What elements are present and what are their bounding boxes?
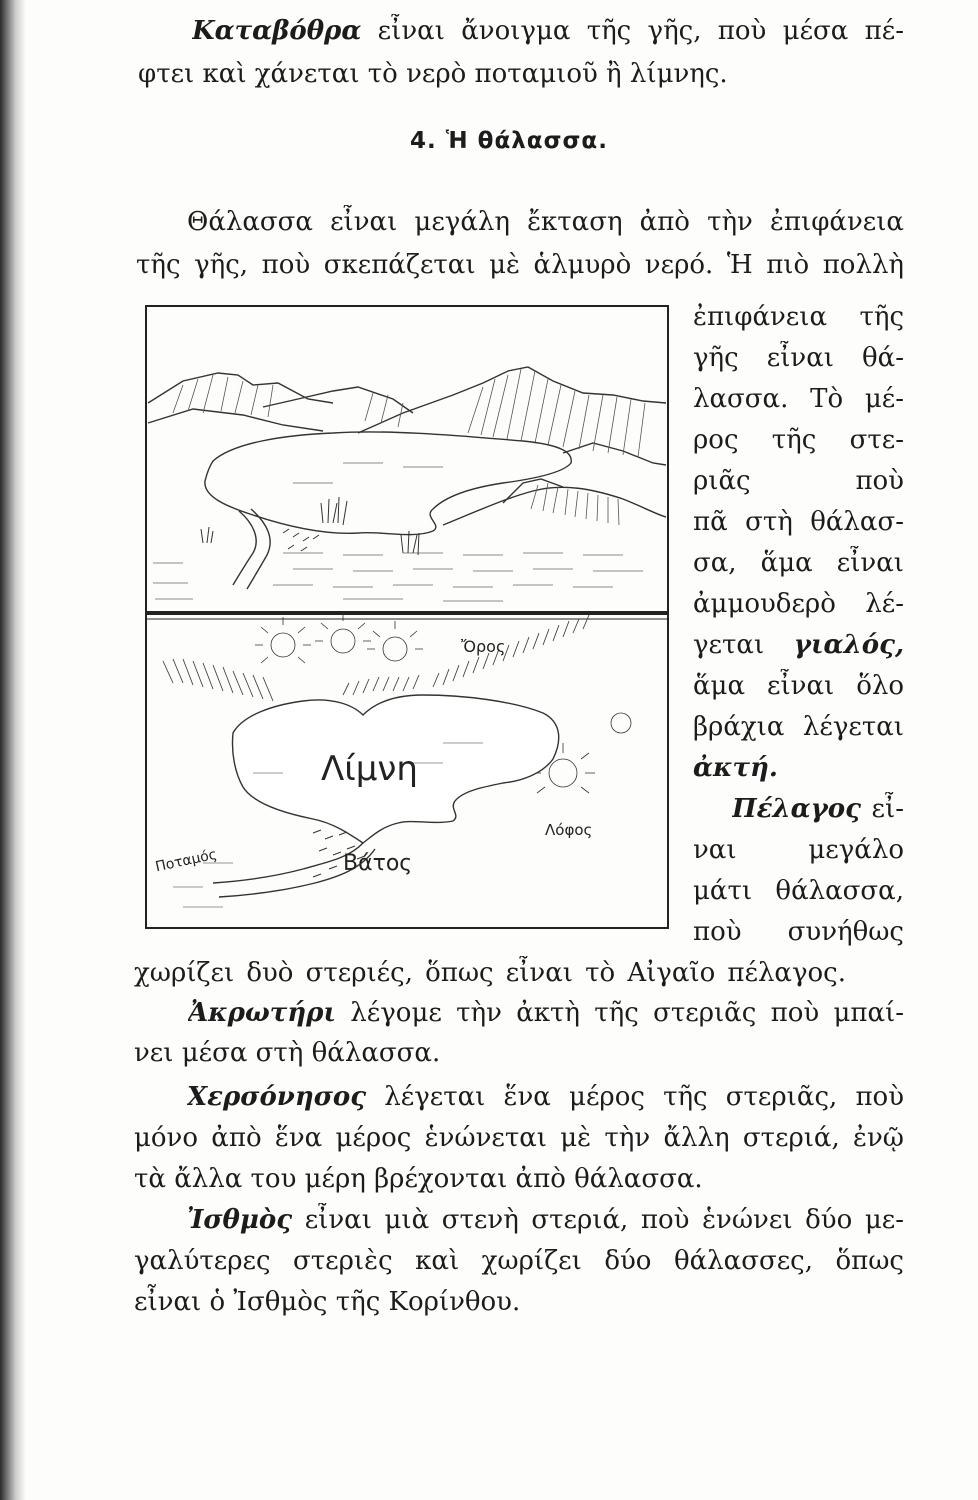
text-span: γεται xyxy=(693,630,765,660)
page-edge-shadow xyxy=(0,0,26,1500)
term-chersonisos: Χερσόνησος xyxy=(187,1082,367,1112)
label-marsh: Βάτος xyxy=(343,851,413,876)
text-line xyxy=(188,996,904,1032)
geography-illustration xyxy=(143,303,671,931)
text-line xyxy=(192,14,904,50)
text-line: ἀμμουδερὸ λέ- xyxy=(693,589,904,619)
text-line: φτει καὶ χάνεται τὸ νερὸ ποταμιοῦ ἢ λίμνης. xyxy=(138,59,728,89)
text-line: σα, ἅμα εἶναι xyxy=(693,548,904,578)
text-line: μόνο ἀπὸ ἕνα μέρος ἑνώνεται μὲ τὴν ἄλλη στεριά, ἐνῷ xyxy=(134,1123,904,1153)
label-mountain: Ὄρος xyxy=(461,637,506,656)
text-line: εἶναι ὁ Ἰσθμὸς τῆς Κορίνθου. xyxy=(134,1287,521,1317)
text-line: βράχια λέγεται xyxy=(693,712,904,742)
text-line: τῆς γῆς, ποὺ σκεπάζεται μὲ ἁλμυρὸ νερό. Ἡ πιὸ πολλὴ xyxy=(136,250,904,280)
term-gialos: γιαλός, xyxy=(793,630,904,660)
section-title: Ἡ θάλασσα. xyxy=(445,128,608,154)
text-line xyxy=(732,792,904,828)
text-line: πᾶ στὴ θάλασ- xyxy=(693,507,904,537)
section-heading xyxy=(410,128,608,154)
text-line: γαλύτερες στεριὲς καὶ χωρίζει δύο θάλασσες, ὅπως xyxy=(134,1246,904,1276)
text-line: ρος τῆς στε- xyxy=(693,425,904,455)
text-line: ποὺ συνήθως xyxy=(693,917,904,947)
text-line: λασσα. Τὸ μέ- xyxy=(693,384,904,414)
text-line: μάτι θάλασσα, xyxy=(693,876,904,906)
text-line: ναι μεγάλο xyxy=(693,835,904,865)
text-line: νει μέσα στὴ θάλασσα. xyxy=(134,1038,441,1068)
text-span: εἶναι ἄνοιγμα τῆς γῆς, ποὺ μέσα πέ- xyxy=(377,16,904,46)
text-line: ἅμα εἶναι ὅλο xyxy=(693,671,904,701)
text-line: χωρίζει δυὸ στεριές, ὅπως εἶναι τὸ Αἰγαῖο πέλαγος. xyxy=(134,958,846,988)
term-katavothra: Καταβόθρα xyxy=(192,16,362,46)
text-line: τὰ ἄλλα του μέρη βρέχονται ἀπὸ θάλασσα. xyxy=(134,1164,703,1194)
text-line: ριᾶς ποὺ xyxy=(693,466,904,496)
text-line xyxy=(693,628,904,664)
label-lake: Λίμνη xyxy=(321,749,418,789)
text-line xyxy=(187,1080,904,1116)
text-line xyxy=(187,1203,904,1239)
term-isthmos: Ἰσθμὸς xyxy=(187,1205,293,1235)
section-number: 4. xyxy=(410,128,437,154)
text-line: Θάλασσα εἶναι μεγάλη ἔκταση ἀπὸ τὴν ἐπιφάνεια xyxy=(187,207,904,237)
text-span: λέγεται ἕνα μέρος τῆς στεριᾶς, ποὺ xyxy=(384,1082,904,1112)
term-akti: ἀκτή. xyxy=(693,753,778,783)
text-line: γῆς εἶναι θά- xyxy=(693,343,904,373)
text-span: εἶ- xyxy=(871,794,904,824)
term-pelagos: Πέλαγος xyxy=(732,794,861,824)
text-line: ἐπιφάνεια τῆς xyxy=(693,302,904,332)
label-hill: Λόφος xyxy=(545,821,593,839)
term-akrotiri: Ἀκρωτήρι xyxy=(188,998,336,1028)
text-line xyxy=(693,751,778,787)
text-span: εἶναι μιὰ στενὴ στεριά, ποὺ ἑνώνει δύο με- xyxy=(304,1205,904,1235)
text-span: λέγομε τὴν ἀκτὴ τῆς στεριᾶς ποὺ μπαί- xyxy=(350,998,904,1028)
label-river: Ποταμός xyxy=(154,846,219,876)
